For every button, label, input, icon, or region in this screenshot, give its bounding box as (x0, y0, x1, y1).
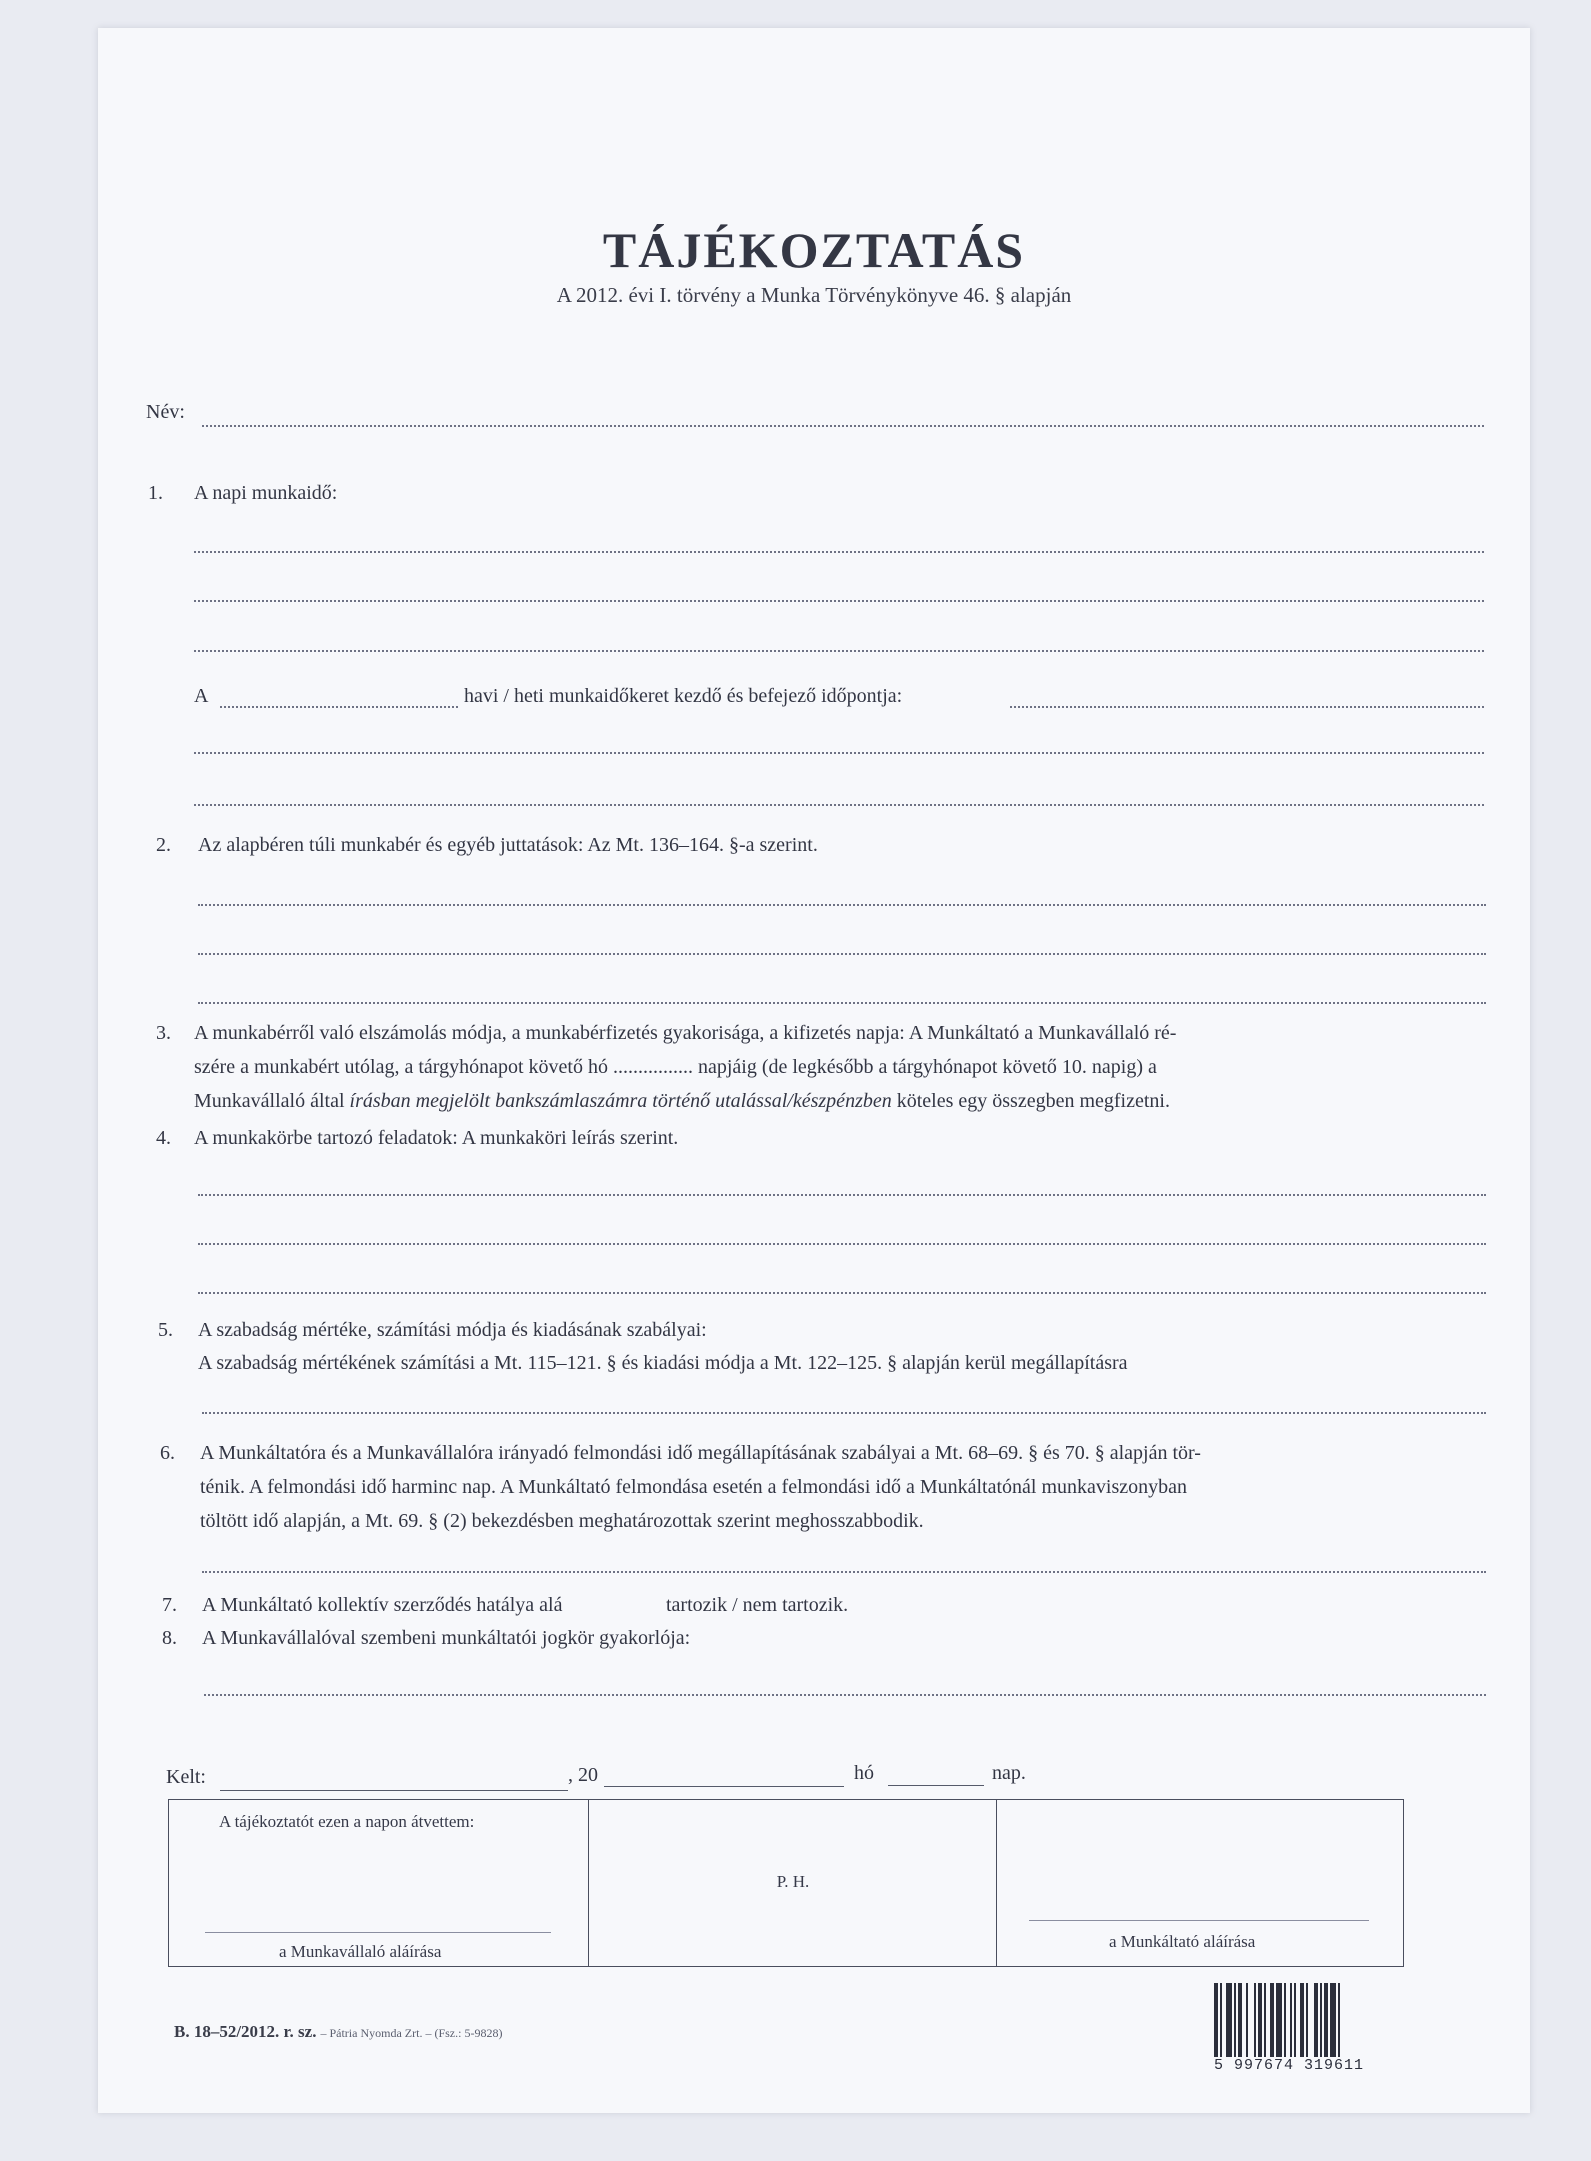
section-6-number: 6. (160, 1442, 175, 1464)
section-6-line-a: A Munkáltatóra és a Munkavállalóra irányadó felmondási idő megállapításának szabályai a Mt. 68–69. § és 70. § alapján tör- (200, 1442, 1201, 1464)
name-line[interactable] (202, 425, 1484, 427)
barcode (1214, 1983, 1394, 2083)
section-3-line-b: szére a munkabért utólag, a tárgyhónapot követő hó ................ napjáig (de legkésőbb a tárgyhónapot követő 10. napig) a (194, 1056, 1157, 1078)
section-6-line-b: ténik. A felmondási idő harminc nap. A Munkáltató felmondása esetén a felmondási idő a Munkáltatónál munkaviszonyban (200, 1476, 1188, 1498)
frame-dates-line[interactable] (1010, 706, 1484, 708)
signature-table (168, 1799, 1404, 1967)
section-6-line-c: töltött idő alapján, a Mt. 69. § (2) bekezdésben meghatározottak szerint meghosszabbodik. (200, 1510, 924, 1532)
employee-signature-cell[interactable] (169, 1800, 589, 1966)
section-3-number: 3. (156, 1022, 171, 1044)
section-1-line[interactable] (194, 650, 1484, 652)
section-5-detail: A szabadság mértékének számítási a Mt. 115–121. § és kiadási módja a Mt. 122–125. § alapján kerül megállapításra (198, 1352, 1128, 1374)
section-3-text (194, 1016, 1484, 1118)
employer-signature-cell[interactable] (997, 1800, 1402, 1966)
section-4-line[interactable] (198, 1243, 1486, 1245)
barcode-bar (1340, 1983, 1344, 2057)
name-label: Név: (146, 401, 185, 423)
section-1-a-prefix: A (194, 685, 209, 707)
collective-agreement-options[interactable]: tartozik / nem tartozik. (666, 1594, 849, 1616)
employer-signature-label: a Munkáltató aláírása (1109, 1932, 1256, 1951)
place-line[interactable] (220, 1790, 568, 1791)
section-4-title: A munkakörbe tartozó feladatok: A munkaköri leírás szerint. (194, 1127, 679, 1149)
form-title: TÁJÉKOZTATÁS (602, 222, 1026, 278)
year-prefix: , 20 (568, 1764, 598, 1786)
section-3-line-c (194, 1084, 1484, 1118)
barcode-digits: 5 997674 319611 (1214, 2057, 1365, 2074)
section-6-text (200, 1436, 1490, 1538)
section-1-line[interactable] (194, 804, 1484, 806)
section-4-line[interactable] (198, 1292, 1486, 1294)
form-subtitle: A 2012. évi I. törvény a Munka Törvénykönyve 46. § alapján (556, 283, 1072, 307)
employee-signature-line[interactable] (205, 1932, 551, 1933)
section-8-line[interactable] (204, 1694, 1486, 1696)
section-1-title: A napi munkaidő: (194, 482, 338, 504)
kelt-label: Kelt: (166, 1766, 206, 1788)
printer-info: – Pátria Nyomda Zrt. – (Fsz.: 5-9828) (320, 2026, 503, 2040)
month-line[interactable] (888, 1785, 984, 1786)
section-5-line[interactable] (202, 1412, 1486, 1414)
section-2-number: 2. (156, 834, 171, 856)
form-sheet (98, 28, 1530, 2113)
section-1-line[interactable] (194, 600, 1484, 602)
section-1-line[interactable] (194, 551, 1484, 553)
section-4-line[interactable] (198, 1194, 1486, 1196)
frame-period-line[interactable] (220, 706, 458, 708)
section-7-text: A Munkáltató kollektív szerződés hatálya alá (202, 1594, 563, 1616)
section-2-line[interactable] (198, 904, 1486, 906)
section-3-line-c-end: köteles egy összegben megfizetni. (896, 1090, 1170, 1112)
section-5-title: A szabadság mértéke, számítási módja és kiadásának szabályai: (198, 1319, 707, 1341)
employer-signature-line[interactable] (1029, 1920, 1369, 1921)
section-6-line[interactable] (202, 1571, 1486, 1573)
section-8-title: A Munkavállalóval szembeni munkáltatói jogkör gyakorlója: (202, 1627, 691, 1649)
section-3-line-c-plain: Munkavállaló által (194, 1090, 345, 1112)
form-code-footer (174, 2022, 502, 2042)
section-7-number: 7. (162, 1594, 177, 1616)
day-label: nap. (992, 1762, 1026, 1784)
section-1-number: 1. (148, 482, 163, 504)
section-2-line[interactable] (198, 953, 1486, 955)
stamp-label: P. H. (776, 1872, 810, 1891)
section-2-title: Az alapbéren túli munkabér és egyéb juttatások: Az Mt. 136–164. §-a szerint. (198, 834, 818, 856)
section-1-line[interactable] (194, 752, 1484, 754)
section-1-frame-text: havi / heti munkaidőkeret kezdő és befejező időpontja: (464, 685, 903, 707)
section-2-line[interactable] (198, 1002, 1486, 1004)
month-label: hó (854, 1762, 874, 1784)
employee-signature-label: a Munkavállaló aláírása (279, 1942, 442, 1961)
section-4-number: 4. (156, 1127, 171, 1149)
section-3-payment-method: írásban megjelölt bankszámlaszámra történő utalással/készpénzben (349, 1090, 892, 1112)
received-text: A tájékoztatót ezen a napon átvettem: (219, 1812, 475, 1831)
section-3-line-a: A munkabérről való elszámolás módja, a munkabérfizetés gyakorisága, a kifizetés napja: A Munkáltató a Munkavállaló ré- (194, 1022, 1177, 1044)
section-8-number: 8. (162, 1627, 177, 1649)
section-5-number: 5. (158, 1319, 173, 1341)
stamp-cell[interactable] (589, 1800, 997, 1966)
year-line[interactable] (604, 1786, 844, 1787)
barcode-bars (1214, 1983, 1394, 2057)
form-code: B. 18–52/2012. r. sz. (174, 2022, 317, 2041)
